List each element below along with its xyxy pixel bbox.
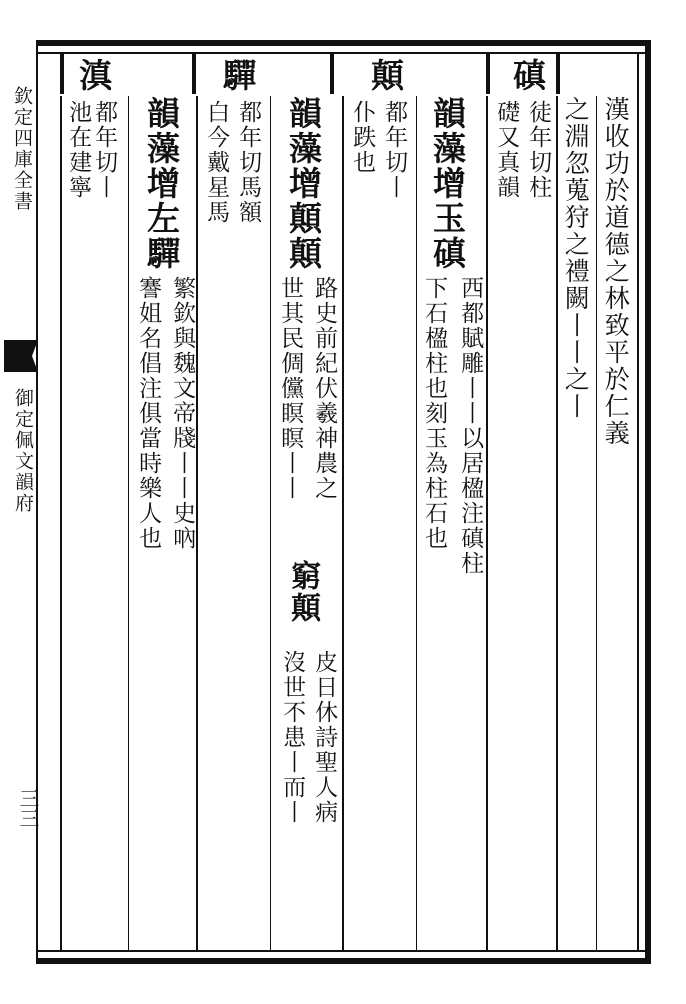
section-heading-4: 韻藻增玉磌 [428,96,467,271]
col-sep-2 [556,96,558,950]
fish-tail-icon [2,338,42,374]
frame-bottom-rule [36,958,651,964]
gloss-9b: 池在建寧 [65,100,92,200]
gloss-7b: 白今戴星馬 [203,100,230,225]
headword-dian: 顛 [366,58,405,93]
frame-right-rule [645,40,651,964]
gloss-6d: 皮日休詩聖人病 [311,650,338,825]
tab-divider-2 [330,54,334,94]
col-sep-6 [270,96,271,950]
section-heading-8: 韻藻增左驒 [142,96,181,271]
gloss-8a: 繁欽與魏文帝牋丨丨史吶 [169,276,196,551]
margin-bottom-label: 御定佩文韻府 [12,388,34,514]
gloss-3b: 礎又真韻 [493,100,520,200]
tab-left-rule [60,54,64,94]
gloss-8b: 謇姐名倡注俱當時樂人也 [135,276,162,551]
headword-dian-water: 滇 [74,58,113,93]
sub-heading-6: 窮顛 [285,560,320,624]
gloss-6a: 路史前紀伏羲神農之 [311,276,338,501]
inner-top-rule [36,52,645,54]
col-sep-4 [416,96,417,950]
text-column-2: 之淵忽蒐狩之禮闕丨丨之丨 [561,96,591,420]
tab-divider-1 [192,54,196,94]
gloss-9a: 都年切丨 [91,100,118,200]
text-column-1: 漢收功於道德之林致平於仁義 [601,96,631,447]
gloss-4b: 下石楹柱也刻玉為柱石也 [421,276,448,551]
col-sep-5 [342,96,344,950]
headword-tian-stone: 磌 [508,58,547,93]
col-sep-7 [196,96,198,950]
tab-divider-3 [486,54,490,94]
gloss-4a: 西都賦雕丨丨以居楹注磌柱 [457,276,484,576]
frame-top-rule [36,40,651,46]
gloss-5a: 都年切丨 [381,100,408,200]
tab-divider-4 [556,54,560,94]
gloss-3a: 徒年切柱 [525,100,552,200]
col-sep-8 [128,96,129,950]
gloss-7a: 都年切馬額 [235,100,262,225]
col-sep-9 [60,96,62,950]
col-sep-3 [486,96,488,950]
section-heading-6: 韻藻增顛顛 [284,96,323,271]
margin-top-label: 欽定四庫全書 [11,86,33,212]
headword-dian-horse: 驒 [218,58,257,93]
col-sep-1 [596,96,597,950]
gloss-6e: 沒世不患丨而丨 [279,650,306,825]
inner-right-rule [637,52,639,952]
gloss-6b: 世其民倜儻瞑瞑丨丨 [277,276,304,501]
gloss-5b: 仆跌也 [349,100,376,175]
page-number: 三三 [16,788,40,828]
inner-bottom-rule [36,950,645,952]
